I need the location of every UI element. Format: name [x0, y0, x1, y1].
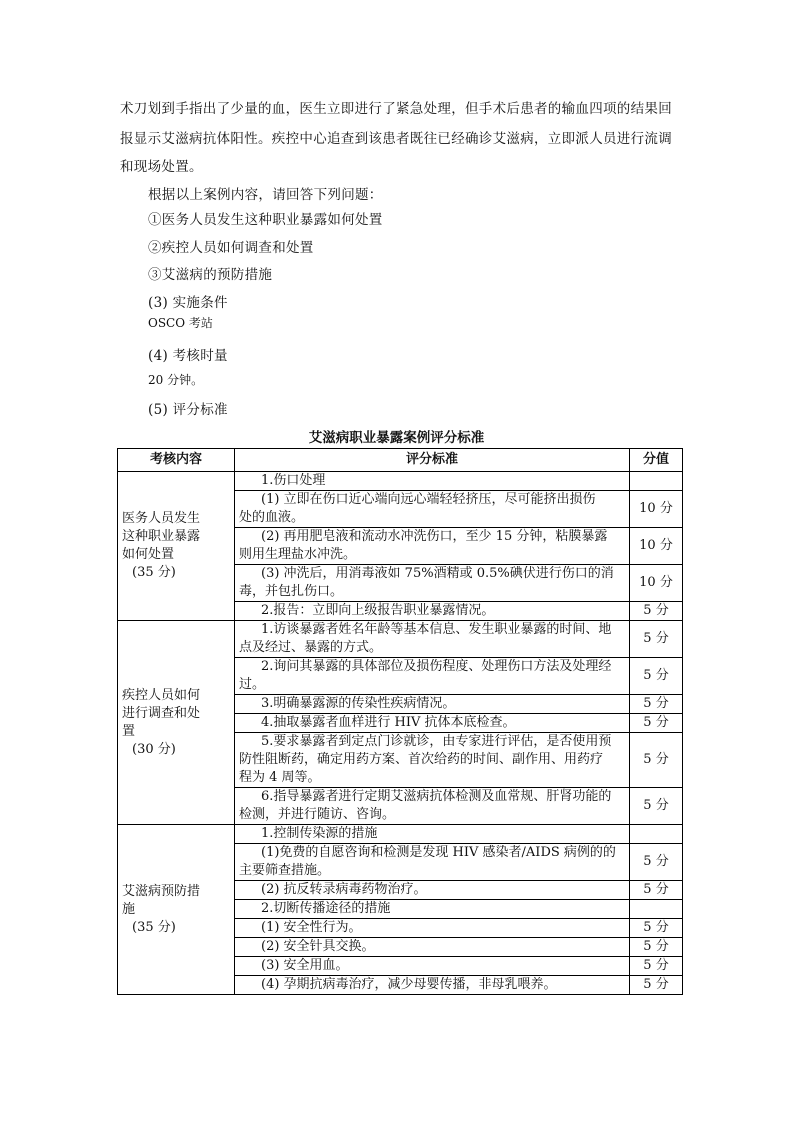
score-cell: 5 分 — [630, 919, 683, 938]
criteria-line: 1.伤口处理 — [261, 473, 326, 488]
criteria-line: 2.切断传播途径的措施 — [261, 901, 391, 916]
criteria-cell — [235, 714, 630, 733]
criteria-cell — [235, 695, 630, 714]
score-cell — [630, 472, 683, 491]
category-line: 医务人员发生 — [122, 511, 201, 526]
criteria-cell — [235, 938, 630, 957]
criteria-line: 3.明确暴露源的传染性疾病情况。 — [261, 696, 456, 711]
criteria-cell — [235, 602, 630, 621]
score-cell — [630, 825, 683, 844]
category-cell — [118, 825, 235, 995]
criteria-line: (4) 孕期抗病毒治疗，减少母婴传播，非母乳喂养。 — [261, 977, 557, 992]
question-2: ②疾控人员如何调查和处置 — [148, 240, 314, 256]
category-line: 艾滋病预防措 — [122, 883, 201, 899]
category-line: (30 分) — [132, 741, 176, 757]
score-cell: 5 分 — [630, 938, 683, 957]
score-cell: 10 分 — [630, 565, 683, 602]
criteria-line: (3) 安全用血。 — [261, 958, 349, 973]
criteria-line: 2.询问其暴露的具体部位及损伤程度、处理伤口方法及处理经 — [261, 659, 612, 674]
criteria-cell — [235, 881, 630, 900]
category-line: 这种职业暴露 — [122, 529, 201, 544]
table-row — [118, 472, 683, 491]
criteria-line: (3) 冲洗后，用消毒液如 75%酒精或 0.5%碘伏进行伤口的消 — [261, 566, 614, 581]
category-line: 施 — [122, 901, 136, 917]
category-line: 进行调查和处 — [122, 705, 201, 721]
criteria-cell — [235, 844, 630, 881]
criteria-cell — [235, 900, 630, 919]
criteria-line: (1) 立即在伤口近心端向远心端轻轻挤压，尽可能挤出损伤 — [261, 492, 596, 507]
score-cell: 5 分 — [630, 621, 683, 658]
criteria-cell — [235, 565, 630, 602]
table-row — [118, 825, 683, 844]
criteria-line: 处的血液。 — [239, 510, 305, 525]
question-prompt: 根据以上案例内容，请回答下列问题： — [148, 187, 383, 203]
criteria-line: 1.访谈暴露者姓名年龄等基本信息、发生职业暴露的时间、地 — [261, 622, 612, 637]
criteria-line: 毒，并包扎伤口。 — [239, 584, 344, 599]
score-cell: 5 分 — [630, 957, 683, 976]
score-cell: 5 分 — [630, 695, 683, 714]
criteria-cell — [235, 788, 630, 825]
standard-heading: (5) 评分标准 — [148, 402, 228, 418]
conditions-value: OSCO 考站 — [148, 316, 213, 330]
category-cell — [118, 621, 235, 825]
header-content: 考核内容 — [118, 449, 235, 472]
criteria-line: 点及经过、暴露的方式。 — [239, 640, 383, 655]
intro-paragraph-line-1: 术刀划到手指出了少量的血，医生立即进行了紧急处理，但手术后患者的输血四项的结果回 — [120, 101, 672, 117]
criteria-line: 则用生理盐水冲洗。 — [239, 547, 357, 562]
criteria-cell — [235, 658, 630, 695]
criteria-line: 5.要求暴露者到定点门诊就诊，由专家进行评估，是否使用预 — [261, 734, 612, 749]
criteria-cell — [235, 528, 630, 565]
criteria-cell — [235, 621, 630, 658]
criteria-line: (1)免费的自愿咨询和检测是发现 HIV 感染者/AIDS 病例的的 — [261, 845, 616, 860]
criteria-line: 2.报告：立即向上级报告职业暴露情况。 — [261, 603, 495, 618]
criteria-line: 过。 — [239, 677, 266, 692]
criteria-line: (1) 安全性行为。 — [261, 920, 362, 935]
category-line: 疾控人员如何 — [122, 687, 201, 703]
score-cell: 5 分 — [630, 976, 683, 995]
criteria-line: 4.抽取暴露者血样进行 HIV 抗体本底检查。 — [261, 715, 516, 730]
score-cell: 5 分 — [630, 788, 683, 825]
criteria-cell — [235, 825, 630, 844]
criteria-line: 程为 4 周等。 — [239, 770, 321, 785]
question-1: ①医务人员发生这种职业暴露如何处置 — [148, 212, 383, 228]
category-line: (35 分) — [132, 565, 176, 580]
intro-paragraph-line-2: 报显示艾滋病抗体阳性。疾控中心追查到该患者既往已经确诊艾滋病，立即派人员进行流调 — [120, 131, 672, 147]
header-score: 分值 — [630, 449, 683, 472]
criteria-line: 主要筛查措施。 — [239, 863, 331, 878]
score-cell: 10 分 — [630, 528, 683, 565]
scoring-table — [117, 448, 683, 995]
table-row — [118, 621, 683, 658]
question-3: ③艾滋病的预防措施 — [148, 267, 273, 283]
score-cell: 5 分 — [630, 602, 683, 621]
criteria-cell — [235, 733, 630, 788]
criteria-cell — [235, 919, 630, 938]
criteria-cell — [235, 472, 630, 491]
conditions-heading: (3) 实施条件 — [148, 295, 228, 311]
score-cell: 10 分 — [630, 491, 683, 528]
category-line: 如何处置 — [122, 547, 175, 562]
criteria-line: (2) 安全针具交换。 — [261, 939, 375, 954]
time-heading: (4) 考核时量 — [148, 348, 228, 364]
score-cell: 5 分 — [630, 844, 683, 881]
criteria-line: 1.控制传染源的措施 — [261, 826, 378, 841]
intro-paragraph-line-3: 和现场处置。 — [120, 159, 203, 175]
category-line: (35 分) — [132, 919, 176, 935]
header-criteria: 评分标准 — [235, 449, 630, 472]
criteria-line: 检测，并进行随访、咨询。 — [239, 807, 396, 822]
category-cell — [118, 472, 235, 621]
criteria-line: 防性阻断药，确定用药方案、首次给药的时间、副作用、用药疗 — [239, 752, 604, 767]
table-title: 艾滋病职业暴露案例评分标准 — [308, 430, 485, 446]
criteria-line: (2) 再用肥皂液和流动水冲洗伤口，至少 15 分钟，粘膜暴露 — [261, 529, 608, 544]
score-cell — [630, 900, 683, 919]
criteria-cell — [235, 976, 630, 995]
table-header-row — [118, 449, 683, 472]
category-line: 置 — [122, 723, 136, 739]
criteria-line: (2) 抗反转录病毒药物治疗。 — [261, 882, 427, 897]
score-cell: 5 分 — [630, 658, 683, 695]
criteria-cell — [235, 957, 630, 976]
criteria-line: 6.指导暴露者进行定期艾滋病抗体检测及血常规、肝肾功能的 — [261, 789, 612, 804]
score-cell: 5 分 — [630, 714, 683, 733]
score-cell: 5 分 — [630, 733, 683, 788]
score-cell: 5 分 — [630, 881, 683, 900]
criteria-cell — [235, 491, 630, 528]
time-value: 20 分钟。 — [148, 373, 204, 387]
